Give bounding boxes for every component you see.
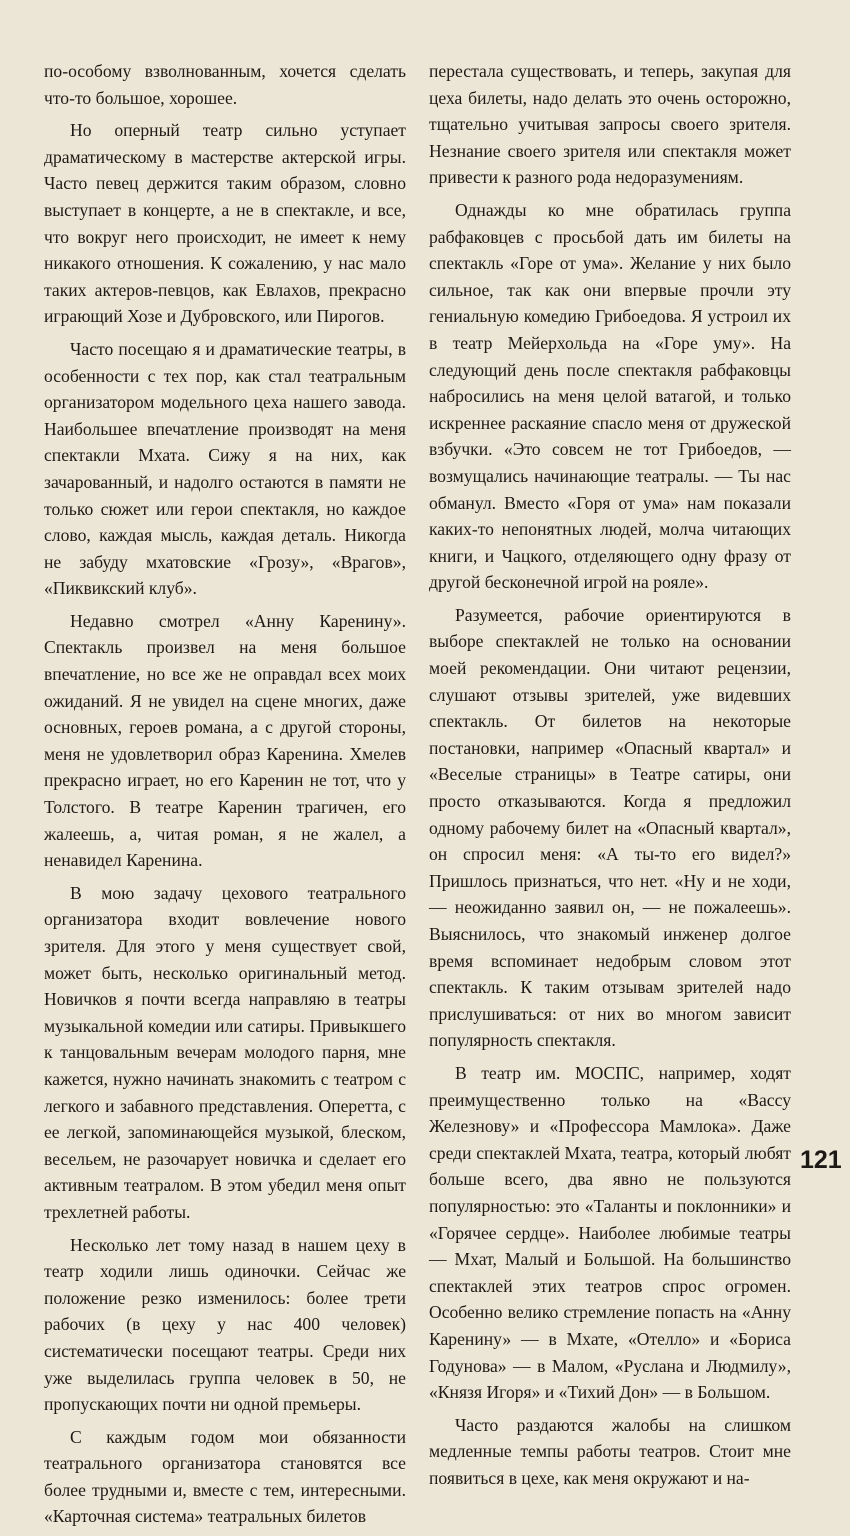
page-number: 121: [800, 1146, 842, 1174]
paragraph: Но оперный театр сильно уступает драматическому в мастерстве актерской игры. Часто певец держится таким образом, словно выступает в концерте, а не в спектакле, и все, что вокруг него происходит, не имеет к нему никакого отношения. К сожалению, у нас мало таких актеров-певцов, как Евлахов, прекрасно играющий Хозе и Дубровского, или Пирогов.: [44, 120, 406, 327]
paragraph: Недавно смотрел «Анну Каренину». Спектакль произвел на меня большое впечатление, но все же не оправдал всех моих ожиданий. Я не увидел на сцене многих, даже основных, героев романа, а с другой стороны, меня не удовлетворил образ Каренина. Хмелев прекрасно играет, но его Каренин не тот, что у Толстого. В театре Каренин трагичен, его жалеешь, а, читая роман, я не жалел, а ненавидел Каренина.: [44, 610, 406, 871]
paragraph: Разумеется, рабочие ориентируются в выборе спектаклей не только на основании моей рекомендации. Они читают рецензии, слушают отзывы зрителей, уже видевших спектакль. От билетов на некоторые постановки, например «Опасный квартал» и «Веселые страницы» в Театре сатиры, они просто отказываются. Когда я предложил одному рабочему билет на «Опасный квартал», он спросил меня: «А ты-то его видел?» Пришлось признаться, что нет. «Ну и не ходи,— неожиданно заявил он, — не пожалеешь». Выяснилось, что знакомый инженер долгое время вспоминает недобрым словом этот спектакль. К таким отзывам зрителей надо прислушиваться: от них во многом зависит популярность спектакля.: [429, 604, 791, 1051]
paragraph: Часто раздаются жалобы на слишком медленные темпы работы театров. Стоит мне появиться в цехе, как меня окружают и на-: [429, 1414, 791, 1488]
paragraph: перестала существовать, и теперь, закупая для цеха билеты, надо делать это очень осторожно, тщательно учитывая запросы своего зрителя. Незнание своего зрителя или спектакля может привести к разного рода недоразумениям.: [429, 61, 791, 188]
paragraph: Часто посещаю я и драматические театры, в особенности с тех пор, как стал театральным организатором модельного цеха нашего завода. Наибольшее впечатление производят на меня спектакли Мхата. Сижу я на них, как зачарованный, и надолго остаются в памяти не только сюжет или герои спектакля, но каждое слово, каждая мысль, каждая деталь. Никогда не забуду мхатовские «Грозу», «Врагов», «Пиквикский клуб».: [44, 338, 406, 599]
left-column: [44, 58, 406, 1536]
paragraph: С каждым годом мои обязанности театрального организатора становятся все более трудными и, вместе с тем, интересными. «Карточная система» театральных билетов: [44, 1426, 406, 1527]
paragraph: Несколько лет тому назад в нашем цеху в театр ходили лишь одиночки. Сейчас же положение резко изменилось: более трети рабочих (в цеху у нас 400 человек) систематически посещают театры. Среди них уже выделилась группа человек в 50, не пропускающих почти ни одной премьеры.: [44, 1234, 406, 1415]
paragraph: В мою задачу цехового театрального организатора входит вовлечение нового зрителя. Для этого у меня существует свой, может быть, несколько оригинальный метод. Новичков я почти всегда направляю в театры музыкальной комедии или сатиры. Привыкшего к танцовальным вечерам молодого парня, мне кажется, нужно начинать знакомить с театром с легкого и забавного представления. Оперетта, с ее легкой, запоминающейся музыкой, блеском, весельем, не разочарует новичка и сделает его активным театралом. В этом убедил меня опыт трехлетней работы.: [44, 882, 406, 1222]
paragraph: Однажды ко мне обратилась группа рабфаковцев с просьбой дать им билеты на спектакль «Горе от ума». Желание у них было сильное, так как они впервые прочли эту гениальную комедию Грибоедова. Я устроил их в театр Мейерхольда на «Горе уму». На следующий день после спектакля рабфаковцы набросились на меня целой ватагой, и только искреннее раскаяние спасло меня от дружеской взбучки. «Это совсем не тот Грибоедов, — возмущались начинающие театралы. — Ты нас обманул. Вместо «Горя от ума» нам показали каких-то непонятных людей, молча читающих книги, и Чацкого, отделяющего одну фразу от другой бесконечной игрой на рояле».: [429, 199, 791, 593]
paragraph: В театр им. МОСПС, например, ходят преимущественно только на «Вассу Железнову» и «Профессора Мамлока». Даже среди спектаклей Мхата, театра, который любят больше всего, два явно не пользуются популярностью: это «Таланты и поклонники» и «Горячее сердце». Наиболее любимые театры — Мхат, Малый и Большой. На большинство спектаклей этих театров спрос огромен. Особенно велико стремление попасть на «Анну Каренину» — в Мхате, «Отелло» и «Бориса Годунова» — в Малом, «Руслана и Людмилу», «Князя Игоря» и «Тихий Дон» — в Большом.: [429, 1062, 791, 1403]
paragraph: по-особому взволнованным, хочется сделать что-то большое, хорошее.: [44, 61, 406, 108]
